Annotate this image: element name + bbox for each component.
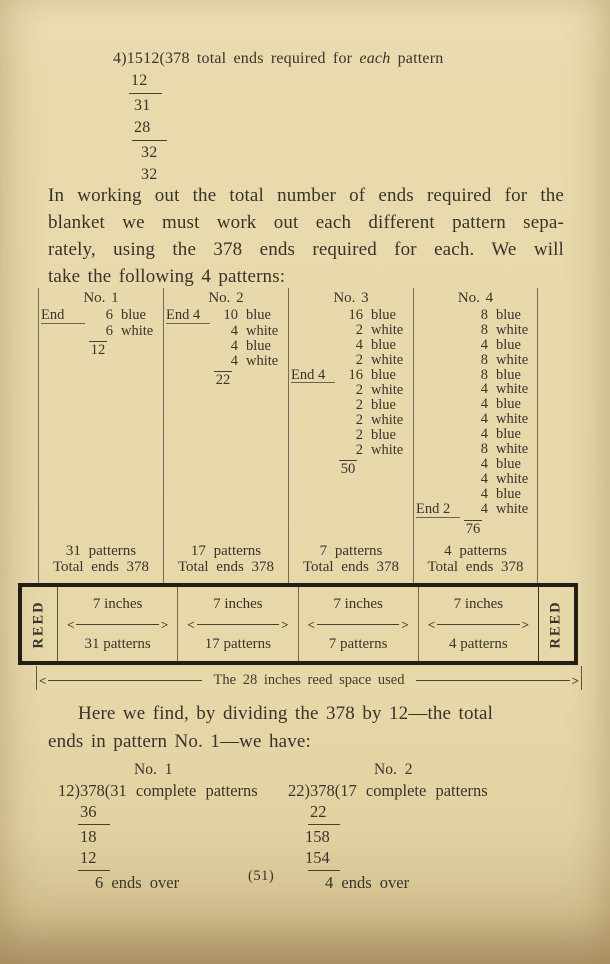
arrow-line: [76, 624, 158, 625]
end-marker: [291, 398, 335, 413]
arrow-right-icon: >: [521, 616, 529, 632]
thread-color: blue: [496, 336, 521, 353]
thread-color: white: [496, 381, 529, 398]
arrow-left-icon: <: [307, 616, 315, 632]
patterns-count: 7 patterns: [319, 543, 383, 559]
pattern-row: [289, 323, 413, 338]
thread-count: 2: [355, 351, 363, 368]
arrow-right-icon: >: [401, 616, 409, 632]
thread-count: 2: [355, 442, 363, 459]
end-marker: [291, 413, 335, 428]
thread-color: white: [496, 351, 529, 368]
reed-patterns: 17 patterns: [204, 635, 271, 652]
reed-cell-4: [419, 587, 538, 661]
thread-count: 2: [355, 321, 363, 338]
division-result: 4 ends over: [325, 873, 410, 892]
column-total: 22: [215, 371, 231, 388]
division-statement-emphasis: each: [359, 50, 391, 67]
thread-color: blue: [496, 396, 521, 413]
thread-color: white: [371, 351, 404, 368]
pattern-column-1: [38, 288, 163, 583]
thread-count: 6: [105, 322, 113, 339]
pattern-row: [414, 472, 537, 487]
end-marker: [416, 397, 460, 412]
reed-cell-1: [58, 587, 178, 661]
thread-color: blue: [371, 427, 396, 444]
thread-count: 8: [480, 366, 488, 383]
thread-color: white: [246, 352, 279, 369]
thread-color: blue: [496, 306, 521, 323]
end-marker: [416, 323, 460, 338]
thread-color: blue: [371, 336, 396, 353]
division-setup: 22)378(17 complete patterns: [288, 781, 488, 800]
pattern-row: [164, 324, 288, 339]
total-ends: Total ends 378: [52, 558, 150, 575]
patterns-count: 31 patterns: [65, 543, 137, 559]
page-number: (51): [248, 868, 275, 884]
thread-count: 2: [355, 397, 363, 414]
column-footer: [414, 544, 537, 583]
reed-diagram: [18, 583, 578, 665]
reed-inches: 7 inches: [92, 595, 143, 612]
end-marker: [416, 338, 460, 353]
thread-count: 2: [355, 382, 363, 399]
column-title: No. 4: [457, 290, 494, 306]
patterns-count: 4 patterns: [444, 543, 507, 559]
arrow-left-icon: <: [187, 616, 195, 632]
pattern-row: [164, 354, 288, 369]
reed-label-right: [538, 587, 574, 661]
thread-color: blue: [496, 455, 521, 472]
arrow-line: [197, 624, 279, 625]
reed-patterns: 31 patterns: [84, 635, 151, 652]
patterns-count: 17 patterns: [190, 543, 262, 559]
pattern-row: [414, 338, 537, 353]
pattern-row: [289, 368, 413, 384]
end-marker: [291, 428, 335, 443]
width-arrow: [428, 617, 529, 631]
division-no-1: [58, 759, 258, 893]
end-marker: End 4: [291, 368, 335, 384]
column-footer: [39, 544, 163, 583]
division-step: 32: [141, 165, 158, 183]
pattern-row: [414, 323, 537, 338]
column-footer: [164, 544, 288, 583]
thread-color: white: [496, 411, 529, 428]
division-step: 154: [305, 848, 330, 867]
reed-cell-2: [178, 587, 298, 661]
pattern-column-4: [413, 288, 538, 583]
thread-color: white: [371, 442, 404, 459]
column-total: 50: [340, 460, 356, 477]
thread-count: 16: [348, 366, 363, 383]
end-marker: [291, 353, 335, 368]
thread-color: white: [371, 412, 404, 429]
end-marker: [416, 487, 460, 502]
pattern-row: [414, 412, 537, 427]
reed-patterns: 4 patterns: [449, 635, 508, 652]
division-rule: [78, 870, 110, 871]
pattern-row: [414, 457, 537, 472]
thread-count: 8: [480, 306, 488, 323]
arrow-line: [416, 680, 569, 681]
thread-count: 4: [230, 337, 238, 354]
thread-count: 4: [480, 381, 488, 398]
column-sum: [83, 339, 113, 358]
division-no-2: [288, 759, 488, 893]
pattern-row: [289, 338, 413, 353]
arrow-right-icon: >: [281, 616, 289, 632]
division-step: 32: [141, 144, 158, 161]
end-marker: [166, 354, 210, 369]
pattern-row: [414, 427, 537, 442]
thread-color: white: [371, 382, 404, 399]
division-title: No. 1: [134, 761, 173, 778]
total-ends: Total ends 378: [302, 558, 400, 575]
thread-count: 4: [480, 336, 488, 353]
intro-paragraph: [48, 182, 564, 290]
end-marker: [41, 324, 85, 339]
pattern-row: [414, 487, 537, 502]
end-marker: [416, 382, 460, 397]
end-marker: [291, 383, 335, 398]
thread-color: blue: [496, 485, 521, 502]
column-total: 76: [465, 520, 481, 537]
thread-count: 8: [480, 351, 488, 368]
column-title: No. 2: [208, 290, 244, 306]
division-rule: [129, 93, 162, 94]
arrow-line: [437, 624, 519, 625]
thread-color: blue: [121, 306, 146, 323]
thread-count: 4: [480, 470, 488, 487]
column-total: 12: [90, 341, 106, 358]
division-result: 6 ends over: [95, 873, 180, 892]
thread-color: white: [371, 321, 404, 338]
pattern-column-2: [163, 288, 288, 583]
pattern-row: [414, 353, 537, 368]
pattern-row: [289, 398, 413, 413]
thread-color: white: [496, 500, 529, 517]
thread-color: white: [496, 470, 529, 487]
reed-cell-3: [299, 587, 419, 661]
thread-color: blue: [496, 366, 521, 383]
thread-color: white: [496, 321, 529, 338]
end-marker: [291, 338, 335, 353]
pattern-row: [414, 397, 537, 412]
pattern-row: [414, 308, 537, 323]
division-rule: [132, 140, 167, 141]
pattern-row: [414, 382, 537, 397]
end-marker: [416, 442, 460, 457]
thread-count: 4: [480, 455, 488, 472]
division-step: 31: [134, 97, 151, 114]
end-marker: End 4: [166, 308, 210, 324]
thread-color: white: [121, 322, 154, 339]
reed-patterns: 7 patterns: [328, 635, 388, 652]
thread-color: blue: [246, 306, 271, 323]
division-statement: [113, 48, 443, 70]
pattern-row: [414, 442, 537, 457]
arrow-line: [48, 680, 201, 681]
thread-count: 4: [355, 336, 363, 353]
pattern-row: [39, 308, 163, 324]
thread-color: white: [496, 441, 529, 458]
division-rule: [308, 870, 340, 871]
thread-count: 6: [105, 306, 113, 323]
division-rule: [78, 824, 110, 825]
thread-count: 4: [480, 426, 488, 443]
thread-count: 4: [480, 485, 488, 502]
column-sum: [208, 369, 238, 388]
thread-color: blue: [246, 337, 271, 354]
arrow-left-icon: <: [39, 673, 47, 688]
thread-color: blue: [496, 426, 521, 443]
width-arrow: [187, 617, 288, 631]
thread-color: white: [246, 322, 279, 339]
paragraph-line: rately, using the 378 ends required for each. We will: [48, 239, 564, 260]
end-marker: [291, 443, 335, 458]
end-marker: [416, 427, 460, 442]
division-step: 22: [310, 802, 327, 821]
thread-count: 4: [230, 322, 238, 339]
column-sum: [333, 458, 363, 477]
pattern-row: [289, 383, 413, 398]
pattern-column-3: [288, 288, 413, 583]
paragraph-line: ends in pattern No. 1—we have:: [48, 731, 311, 752]
reed-inches: 7 inches: [213, 595, 263, 612]
top-long-division: [113, 48, 443, 185]
reed-label-text: REED: [31, 599, 48, 649]
division-statement-tail: pattern: [390, 50, 444, 67]
reed-inches: 7 inches: [453, 595, 504, 612]
measure-tick-right: [581, 666, 582, 690]
end-marker: [416, 472, 460, 487]
reed-space-label: The 28 inches reed space used: [213, 672, 405, 688]
paragraph-line: blanket we must work out each different pattern sepa-: [48, 212, 564, 233]
arrow-right-icon: >: [160, 616, 169, 632]
thread-color: blue: [371, 397, 396, 414]
end-marker: [166, 339, 210, 354]
column-title: No. 1: [83, 290, 119, 306]
measure-tick-left: [36, 666, 37, 690]
pattern-rows: [39, 308, 163, 339]
reed-label-text: REED: [548, 599, 565, 649]
pattern-row: [289, 443, 413, 458]
pattern-rows: [164, 308, 288, 369]
pattern-row: [289, 413, 413, 428]
end-marker: [291, 323, 335, 338]
paragraph-line: Here we find, by dividing the 378 by 12—the total: [78, 703, 494, 724]
thread-count: 2: [355, 427, 363, 444]
width-arrow: [308, 617, 409, 631]
measure-arrow: [39, 672, 579, 689]
pattern-row: [289, 308, 413, 323]
reed-space-measure: [36, 666, 582, 692]
pattern-row: [289, 353, 413, 368]
end-marker: [291, 308, 335, 323]
end-marker: [416, 308, 460, 323]
arrow-left-icon: <: [67, 616, 75, 632]
column-title: No. 3: [333, 290, 369, 306]
division-step: 28: [134, 118, 151, 136]
thread-color: blue: [371, 306, 396, 323]
pattern-rows: [414, 308, 537, 518]
end-marker: [416, 457, 460, 472]
thread-count: 10: [223, 306, 238, 323]
division-step: 12: [131, 71, 148, 89]
column-sum: [458, 518, 488, 537]
total-ends: Total ends 378: [427, 558, 524, 575]
end-marker: [416, 353, 460, 368]
arrow-right-icon: >: [571, 673, 580, 688]
division-setup: 12)378(31 complete patterns: [58, 781, 258, 800]
arrow-line: [317, 624, 399, 625]
end-marker: [416, 368, 460, 383]
reed-inches: 7 inches: [333, 595, 383, 612]
thread-count: 4: [230, 352, 238, 369]
total-ends: Total ends 378: [177, 558, 275, 575]
division-step: 158: [305, 827, 330, 846]
pattern-row: [289, 428, 413, 443]
paragraph-line: take the following 4 patterns:: [48, 266, 286, 287]
thread-count: 8: [480, 321, 488, 338]
reed-label-left: [22, 587, 58, 661]
thread-count: 4: [480, 500, 488, 517]
pattern-row: [39, 324, 163, 339]
thread-count: 4: [480, 411, 488, 428]
pattern-table: [38, 288, 540, 583]
end-marker: [416, 412, 460, 427]
thread-count: 4: [480, 396, 488, 413]
end-marker: End 2: [416, 502, 460, 518]
paragraph-line: In working out the total number of ends required for the: [48, 185, 564, 206]
column-footer: [289, 544, 413, 583]
pattern-rows: [289, 308, 413, 458]
width-arrow: [67, 617, 168, 631]
end-marker: [166, 324, 210, 339]
division-step: 36: [80, 802, 97, 821]
pattern-row: [164, 308, 288, 324]
division-step: 12: [80, 848, 97, 867]
division-title: No. 2: [374, 761, 413, 778]
end-marker: End: [41, 308, 85, 324]
thread-color: blue: [371, 366, 396, 383]
pattern-row: [164, 339, 288, 354]
thread-count: 8: [480, 441, 488, 458]
thread-count: 16: [348, 306, 363, 323]
arrow-left-icon: <: [427, 616, 436, 632]
division-step: 18: [80, 827, 97, 846]
middle-paragraph: [48, 700, 564, 756]
thread-count: 2: [355, 412, 363, 429]
division-rule: [308, 824, 340, 825]
pattern-row: [414, 368, 537, 383]
pattern-row: [414, 502, 537, 518]
division-statement-text: 4)1512(378 total ends required for: [113, 50, 360, 67]
